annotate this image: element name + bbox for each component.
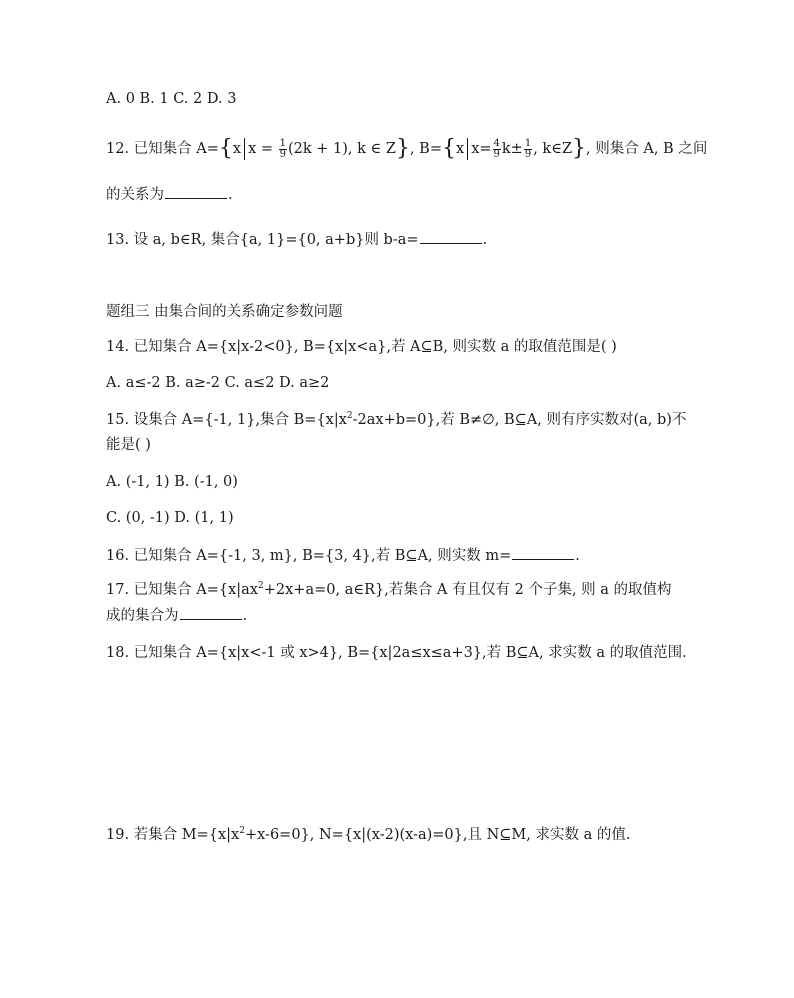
left-brace: { — [218, 136, 233, 161]
q12-setB-label: , B= — [409, 141, 442, 157]
set-bar — [467, 138, 468, 160]
question-13 — [106, 229, 487, 250]
fraction — [279, 139, 287, 160]
q12-setA-rest: (2k + 1), k ∈ Z — [288, 141, 396, 157]
question-18: 18. 已知集合 A={x|x<-1 或 x>4}, B={x|2a≤x≤a+3},若 B⊆A, 求实数 a 的取值范围. — [106, 645, 687, 661]
q19-text-a: 19. 若集合 M={x|x — [106, 827, 240, 843]
q16-text: 16. 已知集合 A={-1, 3, m}, B={3, 4},若 B⊆A, 则实数 m= — [106, 548, 512, 564]
q12-setA-var: x — [232, 141, 242, 157]
answer-blank — [512, 545, 574, 560]
q12-line2-end: . — [228, 187, 233, 203]
right-brace: } — [572, 136, 587, 161]
set-bar — [244, 138, 245, 160]
question-14: 14. 已知集合 A={x|x-2<0}, B={x|x<a},若 A⊆B, 则实数 a 的取值范围是( ) — [106, 339, 617, 355]
fraction-numerator: 1 — [279, 137, 287, 149]
q17-line1-a: 17. 已知集合 A={x|ax — [106, 582, 259, 598]
fraction — [493, 139, 501, 160]
q11-options: A. 0 B. 1 C. 2 D. 3 — [106, 91, 237, 107]
q12-suffix: , 则集合 A, B 之间 — [586, 141, 708, 157]
question-17-line2 — [106, 605, 247, 626]
question-15-line1 — [106, 410, 686, 430]
q12-setB-mid: k± — [501, 141, 523, 157]
q12-setB-eq: x= — [471, 141, 492, 157]
fraction-denominator: 9 — [279, 148, 287, 160]
q13-end: . — [482, 232, 488, 248]
right-brace: } — [395, 136, 410, 161]
q17-line1-b: +2x+a=0, a∈R},若集合 A 有且仅有 2 个子集, 则 a 的取值构 — [263, 582, 672, 598]
fraction-numerator: 1 — [524, 137, 532, 149]
q12-prefix: 12. 已知集合 A= — [106, 141, 219, 157]
q13-text: 13. 设 a, b∈R, 集合{a, 1}={0, a+b}则 b-a= — [106, 232, 419, 248]
q12-line2: 的关系为 — [106, 187, 164, 203]
superscript: 2 — [239, 826, 245, 837]
q14-options: A. a≤-2 B. a≥-2 C. a≤2 D. a≥2 — [106, 375, 330, 391]
question-12-line1 — [106, 138, 707, 160]
section-3-title: 题组三 由集合间的关系确定参数问题 — [106, 304, 343, 320]
superscript: 2 — [346, 411, 353, 422]
fraction — [524, 139, 532, 160]
q12-setB-rest: , k∈Z — [533, 141, 573, 157]
question-16 — [106, 545, 580, 566]
q12-setB-var: x — [456, 141, 465, 157]
answer-blank — [180, 605, 242, 620]
superscript: 2 — [258, 581, 264, 592]
question-12-line2 — [106, 184, 233, 205]
q17-line2: 成的集合为 — [106, 608, 179, 624]
q15-line1-a: 15. 设集合 A={-1, 1},集合 B={x|x — [106, 412, 347, 428]
q15-options-2: C. (0, -1) D. (1, 1) — [106, 510, 234, 526]
q12-setA-eq: x = — [248, 141, 278, 157]
fraction-denominator: 9 — [493, 148, 500, 160]
q16-end: . — [575, 548, 580, 564]
fraction-denominator: 9 — [524, 148, 532, 160]
answer-blank — [420, 229, 482, 244]
q15-line1-b: -2ax+b=0},若 B≠∅, B⊆A, 则有序实数对(a, b)不 — [352, 412, 687, 428]
answer-blank — [165, 184, 227, 199]
q17-line2-end: . — [242, 608, 248, 624]
q15-options-1: A. (-1, 1) B. (-1, 0) — [106, 474, 238, 490]
q19-text-b: +x-6=0}, N={x|(x-2)(x-a)=0},且 N⊆M, 求实数 a 的值. — [244, 827, 631, 843]
question-15-line2: 能是( ) — [106, 437, 151, 453]
question-19 — [106, 825, 630, 845]
left-brace: { — [442, 136, 456, 161]
question-17-line1 — [106, 580, 672, 600]
fraction-numerator: 4 — [493, 137, 500, 149]
